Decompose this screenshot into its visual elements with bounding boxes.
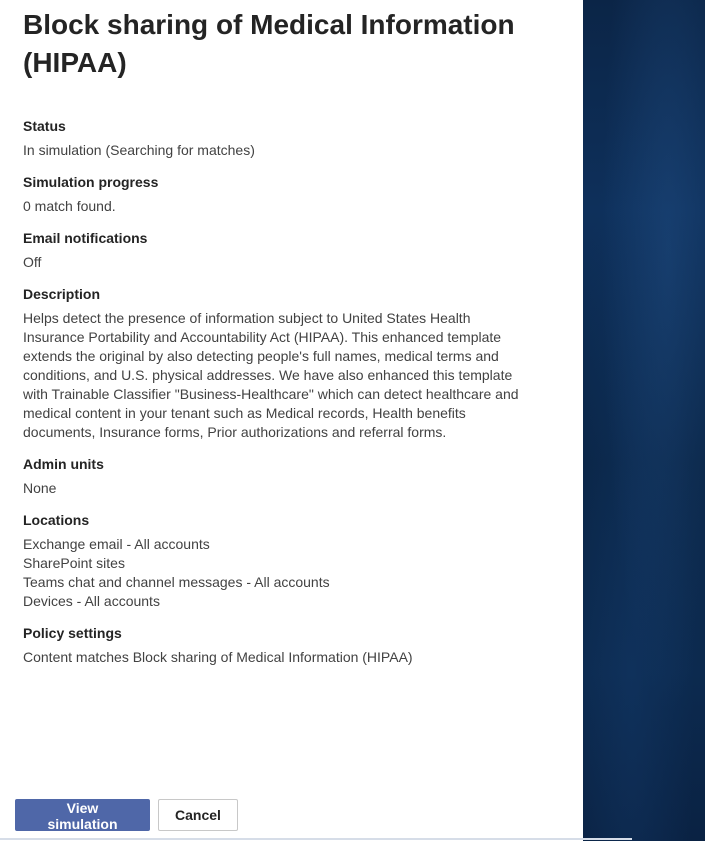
email-notifications-value: Off: [23, 254, 42, 270]
email-notifications-label: Email notifications: [23, 230, 148, 246]
location-item-devices: Devices - All accounts: [23, 593, 160, 609]
admin-units-label: Admin units: [23, 456, 104, 472]
details-content: [23, 117, 523, 680]
policy-settings-value: Content matches Block sharing of Medical Information (HIPAA): [23, 649, 413, 665]
location-item-exchange: Exchange email - All accounts: [23, 536, 210, 552]
view-simulation-button[interactable]: View simulation: [15, 799, 150, 831]
locations-section: [23, 511, 523, 611]
policy-settings-label: Policy settings: [23, 625, 122, 641]
simulation-progress-value: 0 match found.: [23, 198, 116, 214]
panel-footer: [15, 799, 238, 831]
locations-list: [23, 535, 523, 611]
status-section: [23, 117, 523, 160]
email-notifications-section: [23, 229, 523, 272]
bottom-divider: [0, 838, 632, 840]
page-backdrop-overlay[interactable]: [583, 0, 705, 841]
cancel-button[interactable]: Cancel: [158, 799, 238, 831]
policy-settings-section: [23, 624, 523, 667]
description-section: [23, 285, 523, 442]
description-label: Description: [23, 286, 101, 302]
location-item-sharepoint: SharePoint sites: [23, 555, 125, 571]
page-title: Block sharing of Medical Information (HIPAA): [23, 9, 515, 78]
status-value: In simulation (Searching for matches): [23, 142, 255, 158]
simulation-progress-section: [23, 173, 523, 216]
status-label: Status: [23, 118, 66, 134]
simulation-progress-label: Simulation progress: [23, 174, 159, 190]
description-value: Helps detect the presence of information subject to United States Health Insurance Portability and Accountability Act (HIPAA). This enhanced template extends the original by also detecting people's full names, medical terms and conditions, and U.S. physical addresses. We have also enhanced this template with Trainable Classifier "Business-Healthcare" which can detect healthcare and medical content in your tenant such as Medical records, Health benefits documents, Insurance forms, Prior authorizations and referral forms.: [23, 310, 519, 440]
admin-units-section: [23, 455, 523, 498]
admin-units-value: None: [23, 480, 57, 496]
locations-label: Locations: [23, 512, 90, 528]
location-item-teams: Teams chat and channel messages - All accounts: [23, 574, 330, 590]
